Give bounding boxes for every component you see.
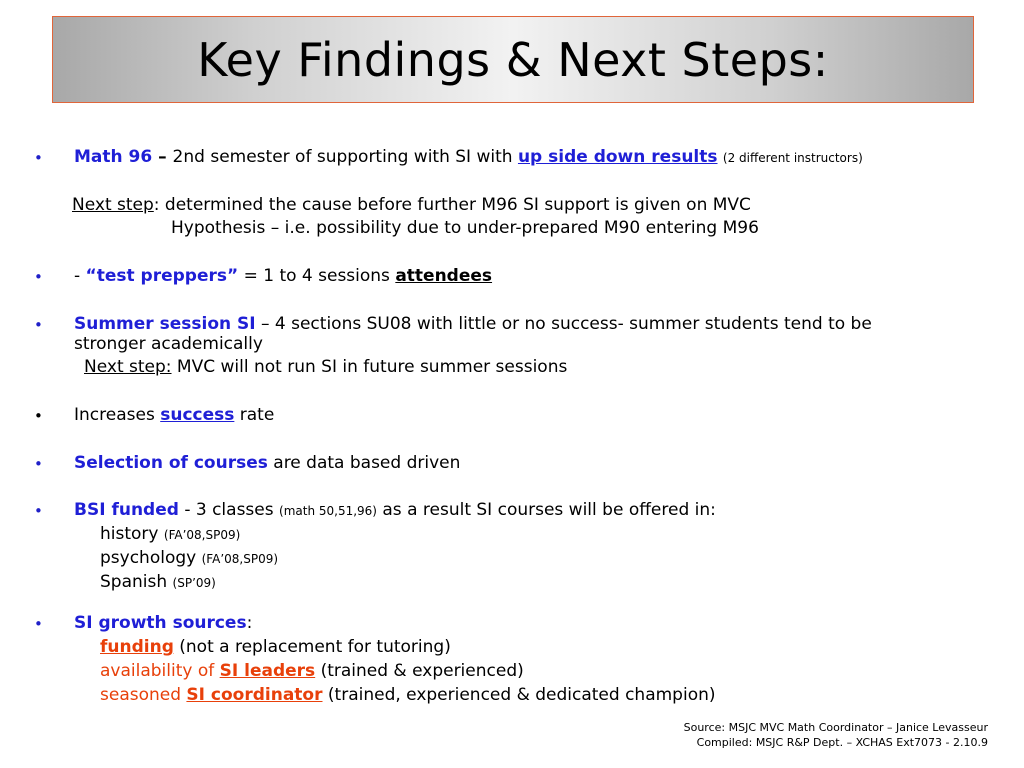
leaders-prefix: availability of [100,661,220,681]
coordinator-text: (trained, experienced & dedicated champion) [322,685,716,705]
course-note: (SP’09) [172,576,216,590]
bullet-marker: • [34,316,43,334]
next-step-label: Next step [72,195,154,215]
funding-link[interactable]: funding [100,637,174,657]
hypothesis-line: Hypothesis – i.e. possibility due to under-prepared M90 entering M96 [171,218,759,238]
success-suffix: rate [234,405,275,425]
bullet-marker: • [34,615,43,633]
math96-next-step [72,195,751,215]
next-step-label: Next step: [84,357,172,377]
bullet-bsi-funded [74,500,716,521]
results-link[interactable]: up side down results [517,147,718,167]
course-name: history [100,524,159,544]
next-step-text: MVC will not run SI in future summer sessions [171,357,568,377]
math96-text: 2nd semester of supporting with SI with [172,147,518,167]
summer-label: Summer session SI [74,314,256,334]
course-name: psychology [100,548,197,568]
bsi-note: (math 50,51,96) [279,504,377,518]
math96-label: Math 96 [74,147,153,167]
preppers-text: = 1 to 4 sessions [238,266,396,286]
si-leaders-link[interactable]: SI leaders [219,661,316,681]
coordinator-prefix: seasoned [100,685,187,705]
bullet-marker: • [34,455,43,473]
growth-item-funding [100,637,451,657]
bullet-marker: • [34,149,43,167]
growth-item-coordinator [100,685,716,705]
summer-text-cont: stronger academically [74,334,263,354]
preppers-prefix: - [74,266,86,286]
next-step-text: : determined the cause before further M96 SI support is given on MVC [153,195,751,215]
growth-colon: : [246,613,253,633]
course-item [100,548,278,569]
bullet-marker: • [34,407,43,425]
bullet-success-rate [74,405,274,425]
attendees-link[interactable]: attendees [395,266,493,286]
growth-label: SI growth sources [74,613,247,633]
source-footer [684,720,988,750]
course-name: Spanish [100,572,168,592]
preppers-label: “test preppers” [85,266,239,286]
bullet-growth-sources [74,613,252,633]
success-link[interactable]: success [160,405,235,425]
bullet-summer-session [74,314,872,334]
summer-text: – 4 sections SU08 with little or no success- summer students tend to be [255,314,872,334]
si-coordinator-link[interactable]: SI coordinator [186,685,323,705]
compiled-line: Compiled: MSJC R&P Dept. – XCHAS Ext7073 - 2.10.9 [696,736,988,749]
success-prefix: Increases [74,405,161,425]
selection-label: Selection of courses [74,453,268,473]
slide-title: Key Findings & Next Steps: [197,32,829,87]
bullet-marker: • [34,502,43,520]
bsi-text2: as a result SI courses will be offered in: [376,500,716,520]
course-note: (FA’08,SP09) [163,528,241,542]
bullet-marker: • [34,268,43,286]
math96-dash: – [152,147,173,167]
bullet-selection [74,453,460,473]
bullet-test-preppers [74,266,492,286]
bsi-text: - 3 classes [178,500,280,520]
course-item [100,524,240,545]
selection-text: are data based driven [267,453,461,473]
bullet-math96 [74,147,863,168]
course-note: (FA’08,SP09) [201,552,279,566]
instructors-note: (2 different instructors) [722,151,863,165]
leaders-text: (trained & experienced) [315,661,524,681]
course-item [100,572,216,593]
funding-text: (not a replacement for tutoring) [173,637,451,657]
summer-next-step [84,357,567,377]
growth-item-leaders [100,661,524,681]
title-banner [52,16,974,103]
source-line: Source: MSJC MVC Math Coordinator – Janice Levasseur [683,721,988,734]
bsi-label: BSI funded [74,500,179,520]
